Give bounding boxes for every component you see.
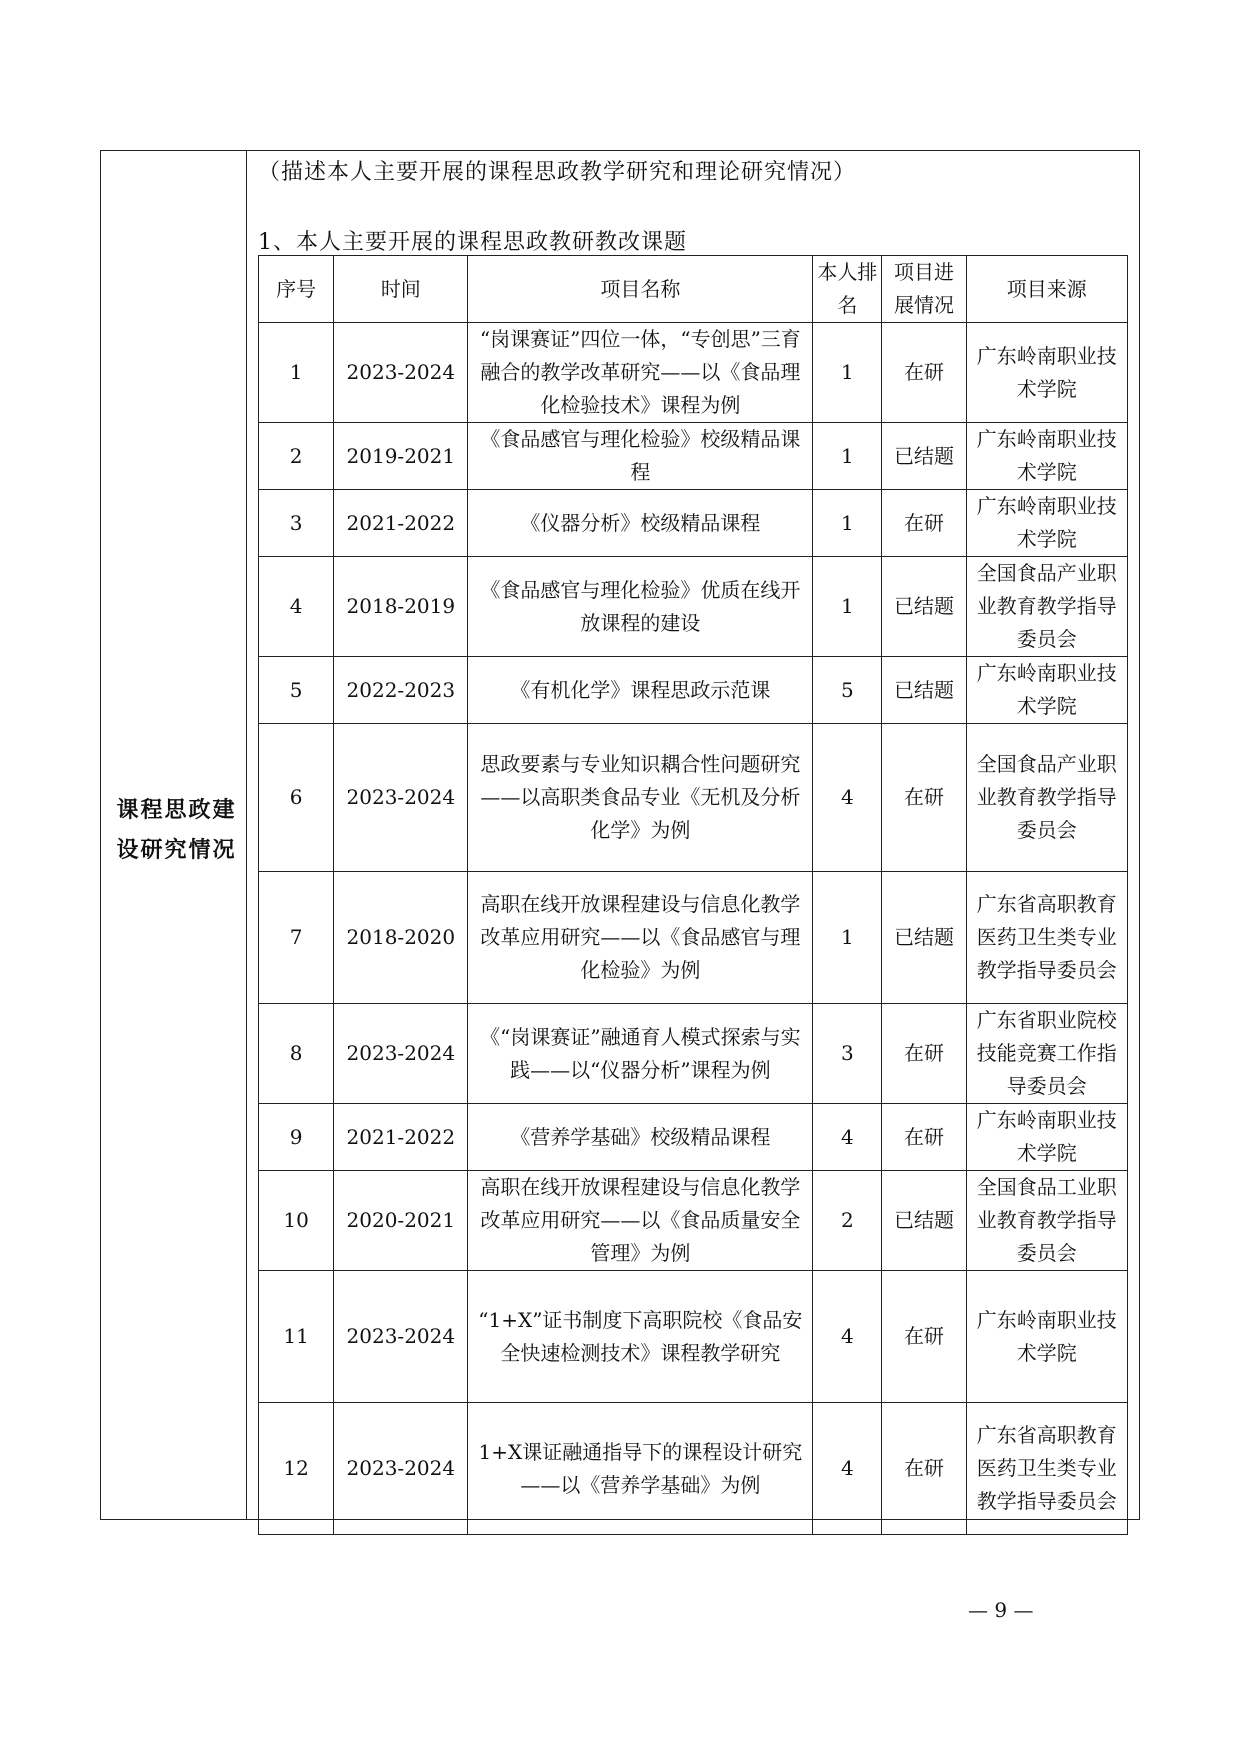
cell-name: 《“岗课赛证”融通育人模式探索与实践——以“仪器分析”课程为例 [468,1004,813,1104]
cell-source: 广东岭南职业技术学院 [966,323,1127,423]
project-table [258,255,1128,1535]
cell-progress: 已结题 [882,1171,966,1271]
cell-name: 思政要素与专业知识耦合性问题研究——以高职类食品专业《无机及分析化学》为例 [468,724,813,872]
cell-name: 《食品感官与理化检验》校级精品课程 [468,423,813,490]
table-row [259,724,1128,872]
cell-name: 《仪器分析》校级精品课程 [468,490,813,557]
cell-progress: 在研 [882,1403,966,1535]
table-row [259,1171,1128,1271]
cell-progress: 在研 [882,1104,966,1171]
cell-source: 广东岭南职业技术学院 [966,423,1127,490]
cell-time: 2020-2021 [334,1171,468,1271]
cell-no: 8 [259,1004,334,1104]
cell-no: 7 [259,872,334,1004]
cell-no: 6 [259,724,334,872]
cell-rank: 2 [813,1171,882,1271]
table-row [259,1271,1128,1403]
cell-name: 1+X课证融通指导下的课程设计研究——以《营养学基础》为例 [468,1403,813,1535]
header-rank: 本人排名 [813,256,882,323]
description-note: （描述本人主要开展的课程思政教学研究和理论研究情况） [258,160,857,185]
table-row [259,1104,1128,1171]
cell-rank: 5 [813,657,882,724]
cell-no: 12 [259,1403,334,1535]
cell-no: 10 [259,1171,334,1271]
cell-name: “岗课赛证”四位一体，“专创思”三育融合的教学改革研究——以《食品理化检验技术》课程为例 [468,323,813,423]
cell-no: 1 [259,323,334,423]
cell-time: 2023-2024 [334,1403,468,1535]
table-row [259,423,1128,490]
cell-rank: 1 [813,423,882,490]
cell-source: 广东岭南职业技术学院 [966,1104,1127,1171]
cell-name: 《有机化学》课程思政示范课 [468,657,813,724]
cell-source: 广东岭南职业技术学院 [966,657,1127,724]
cell-source: 广东岭南职业技术学院 [966,490,1127,557]
cell-progress: 在研 [882,1271,966,1403]
cell-progress: 已结题 [882,423,966,490]
cell-progress: 已结题 [882,872,966,1004]
table-row [259,657,1128,724]
cell-source: 广东省职业院校技能竞赛工作指导委员会 [966,1004,1127,1104]
cell-no: 4 [259,557,334,657]
cell-no: 5 [259,657,334,724]
cell-time: 2018-2020 [334,872,468,1004]
cell-name: 高职在线开放课程建设与信息化教学改革应用研究——以《食品质量安全管理》为例 [468,1171,813,1271]
cell-no: 9 [259,1104,334,1171]
cell-name: 《食品感官与理化检验》优质在线开放课程的建设 [468,557,813,657]
cell-time: 2021-2022 [334,490,468,557]
cell-progress: 已结题 [882,557,966,657]
cell-no: 11 [259,1271,334,1403]
cell-progress: 在研 [882,490,966,557]
section-label: 课程思政建设研究情况 [116,798,237,863]
cell-source: 广东岭南职业技术学院 [966,1271,1127,1403]
cell-rank: 4 [813,724,882,872]
table-row [259,1004,1128,1104]
cell-time: 2021-2022 [334,1104,468,1171]
cell-source: 广东省高职教育医药卫生类专业教学指导委员会 [966,1403,1127,1535]
cell-progress: 在研 [882,323,966,423]
cell-time: 2023-2024 [334,724,468,872]
cell-rank: 4 [813,1403,882,1535]
cell-source: 广东省高职教育医药卫生类专业教学指导委员会 [966,872,1127,1004]
cell-source: 全国食品工业职业教育教学指导委员会 [966,1171,1127,1271]
table-row [259,872,1128,1004]
table-row [259,490,1128,557]
cell-rank: 1 [813,323,882,423]
cell-name: 《营养学基础》校级精品课程 [468,1104,813,1171]
cell-progress: 已结题 [882,657,966,724]
cell-name: 高职在线开放课程建设与信息化教学改革应用研究——以《食品感官与理化检验》为例 [468,872,813,1004]
cell-rank: 1 [813,872,882,1004]
cell-rank: 1 [813,557,882,657]
header-progress: 项目进展情况 [882,256,966,323]
cell-time: 2023-2024 [334,1004,468,1104]
header-source: 项目来源 [966,256,1127,323]
cell-time: 2022-2023 [334,657,468,724]
cell-time: 2019-2021 [334,423,468,490]
cell-no: 3 [259,490,334,557]
cell-rank: 4 [813,1271,882,1403]
cell-name: “1+X”证书制度下高职院校《食品安全快速检测技术》课程教学研究 [468,1271,813,1403]
cell-no: 2 [259,423,334,490]
table-row [259,557,1128,657]
cell-source: 全国食品产业职业教育教学指导委员会 [966,724,1127,872]
header-time: 时间 [334,256,468,323]
table-row [259,1403,1128,1535]
cell-time: 2023-2024 [334,1271,468,1403]
header-name: 项目名称 [468,256,813,323]
cell-time: 2018-2019 [334,557,468,657]
cell-rank: 1 [813,490,882,557]
cell-source: 全国食品产业职业教育教学指导委员会 [966,557,1127,657]
cell-time: 2023-2024 [334,323,468,423]
table-header-row [259,256,1128,323]
cell-rank: 3 [813,1004,882,1104]
cell-rank: 4 [813,1104,882,1171]
cell-progress: 在研 [882,1004,966,1104]
subsection-title: 1、本人主要开展的课程思政教研教改课题 [258,230,687,255]
table-row [259,323,1128,423]
cell-progress: 在研 [882,724,966,872]
page-number: — 9 — [968,1598,1034,1622]
header-no: 序号 [259,256,334,323]
divider [246,150,247,1520]
